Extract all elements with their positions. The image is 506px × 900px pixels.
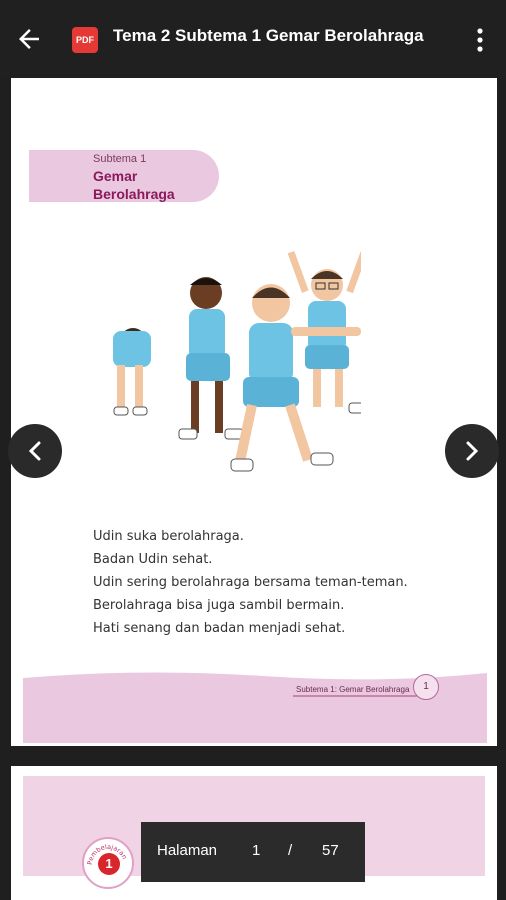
footer-page-number: 1 xyxy=(413,674,439,700)
pdf-file-icon: PDF xyxy=(72,27,98,53)
story-text xyxy=(93,525,408,640)
badge-label: Pembelajaran xyxy=(85,842,129,866)
story-line: Berolahraga bisa juga sambil bermain. xyxy=(93,598,345,613)
story-line: Badan Udin sehat. xyxy=(93,552,213,567)
pdf-viewer[interactable] xyxy=(0,78,506,900)
next-page-button[interactable] xyxy=(445,424,499,478)
badge-number: 1 xyxy=(98,853,120,875)
subtema-label: Subtema 1 xyxy=(93,153,147,165)
arrow-back-icon[interactable] xyxy=(14,24,44,54)
total-pages: 57 xyxy=(322,842,339,859)
footer-subtema-label: Subtema 1: Gemar Berolahraga xyxy=(296,685,410,694)
story-line: Hati senang dan badan menjadi sehat. xyxy=(93,621,346,636)
current-page: 1 xyxy=(252,842,261,859)
story-line: Udin suka berolahraga. xyxy=(93,529,244,544)
pembelajaran-badge xyxy=(82,837,134,889)
more-vert-icon[interactable] xyxy=(470,25,490,55)
subtema-title: Gemar Berolahraga xyxy=(93,168,175,202)
page-indicator xyxy=(141,822,365,882)
children-exercising-illustration xyxy=(91,243,361,493)
page-separator: / xyxy=(288,842,293,859)
document-title: Tema 2 Subtema 1 Gemar Berolahraga xyxy=(113,26,424,45)
previous-page-button[interactable] xyxy=(8,424,62,478)
chevron-left-icon xyxy=(8,424,62,478)
pdf-page-1 xyxy=(11,78,497,746)
app-bar xyxy=(0,0,506,78)
chevron-right-icon xyxy=(445,424,499,478)
page-indicator-label: Halaman xyxy=(157,842,218,859)
story-line: Udin sering berolahraga bersama teman-teman. xyxy=(93,575,408,590)
